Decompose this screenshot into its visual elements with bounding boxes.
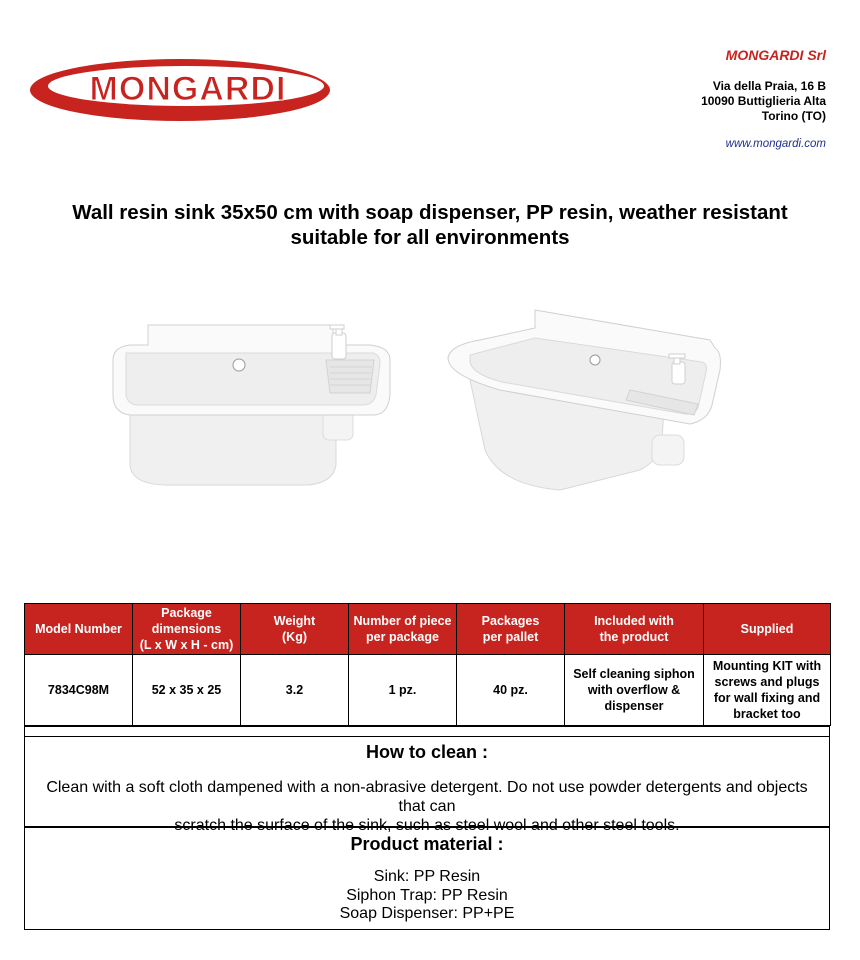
- company-name: MONGARDI Srl: [725, 47, 826, 63]
- product-title-line-2: suitable for all environments: [290, 226, 570, 249]
- cell-included: Self cleaning siphon with overflow & dispenser: [565, 655, 704, 726]
- material-siphon-trap: Siphon Trap: PP Resin: [346, 886, 508, 904]
- col-pieces-per-package: Number of piece per package: [349, 604, 457, 655]
- table-header-row: [25, 604, 831, 655]
- how-to-clean-heading: How to clean :: [365, 742, 488, 762]
- company-info: [701, 47, 826, 150]
- material-soap-dispenser: Soap Dispenser: PP+PE: [339, 905, 515, 922]
- cell-package-dimensions: 52 x 35 x 25: [133, 655, 241, 726]
- how-to-clean-text: Clean with a soft cloth dampened with a non-abrasive detergent. Do not use powder detergents and objects that can scratch the surface of the sink, such as steel wool and other steel tools.: [46, 779, 808, 834]
- logo-text: MONGARDI: [89, 70, 287, 108]
- cell-weight: 3.2: [241, 655, 349, 726]
- how-to-clean-section: [24, 726, 830, 834]
- address-line-2: 10090 Buttiglieria Alta: [701, 94, 826, 108]
- col-package-dimensions: Package dimensions (L x W x H - cm): [133, 604, 241, 655]
- product-material-list: [25, 868, 829, 924]
- cell-packages-per-pallet: 40 pz.: [457, 655, 565, 726]
- product-title: [40, 200, 820, 250]
- table-row: [25, 655, 831, 726]
- cell-supplied: Mounting KIT with screws and plugs for wall fixing and bracket too: [704, 655, 831, 726]
- col-packages-per-pallet: Packages per pallet: [457, 604, 565, 655]
- mongardi-logo: [28, 54, 338, 126]
- product-material-heading: Product material :: [350, 834, 504, 854]
- website-link[interactable]: www.mongardi.com: [725, 138, 826, 150]
- section-divider: [25, 727, 829, 737]
- product-title-line-1: Wall resin sink 35x50 cm with soap dispenser, PP resin, weather resistant: [72, 201, 788, 224]
- cell-model-number: 7834C98M: [25, 655, 133, 726]
- sink-photo-angled: [440, 300, 730, 500]
- sink-photo-front: [108, 305, 398, 495]
- cell-pieces-per-package: 1 pz.: [349, 655, 457, 726]
- col-weight: Weight (Kg): [241, 604, 349, 655]
- material-sink: Sink: PP Resin: [373, 868, 481, 885]
- address-line-3: Torino (TO): [761, 109, 826, 123]
- address-line-1: Via della Praia, 16 B: [712, 79, 826, 93]
- product-material-section: [24, 826, 830, 930]
- col-supplied: Supplied: [704, 604, 831, 655]
- col-model-number: Model Number: [25, 604, 133, 655]
- spec-table: [24, 603, 831, 726]
- col-included: Included with the product: [565, 604, 704, 655]
